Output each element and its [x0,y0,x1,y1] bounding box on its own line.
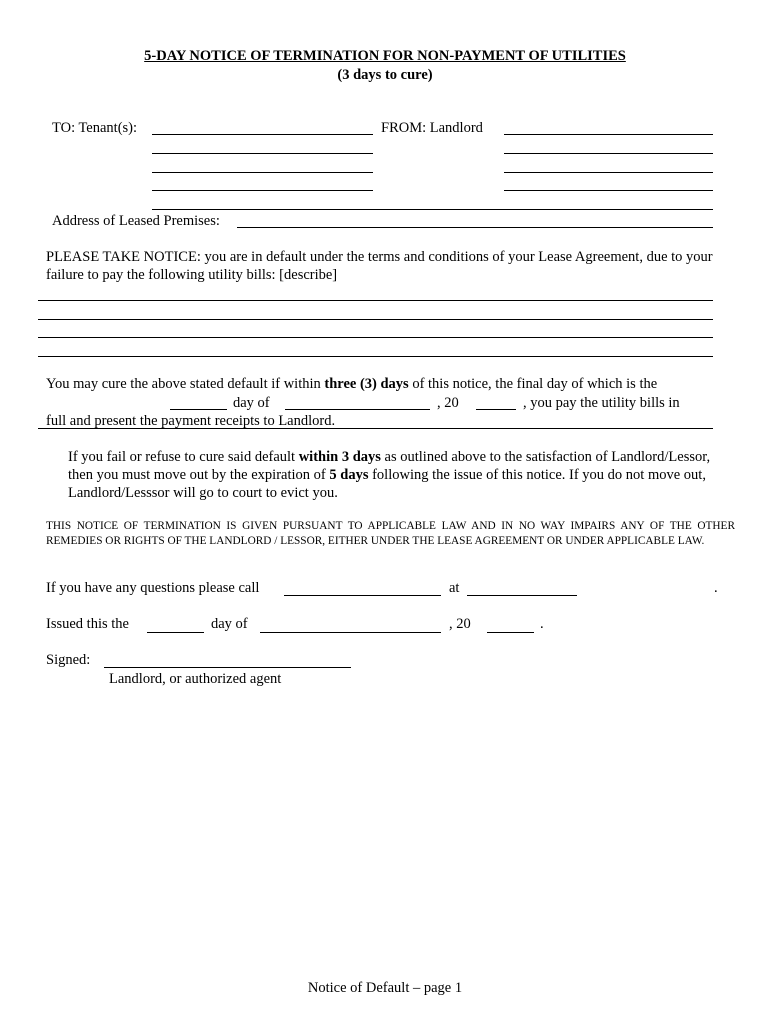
utility-bills-line-4[interactable] [38,356,713,357]
issued-day-field[interactable] [147,632,204,633]
tenant-name-field-4[interactable] [152,190,373,191]
landlord-name-field-3[interactable] [504,172,713,173]
tenant-name-field-1[interactable] [152,134,373,135]
issued-day-of-text: day of [211,616,248,632]
landlord-name-field-1[interactable] [504,134,713,135]
address-field[interactable] [237,227,713,228]
signed-label: Signed: [46,652,91,668]
cure-line-1: You may cure the above stated default if within three (3) days of this notice, the final day of which is the [46,376,658,392]
legal-disclaimer: THIS NOTICE OF TERMINATION IS GIVEN PURSUANT TO APPLICABLE LAW AND IN NO WAY IMPAIRS ANY OF THE OTHER REMEDIES OR RIGHTS OF THE LANDLORD / LESSOR, EITHER UNDER THE LEASE AGREEMENT OR UNDER APPLICABLE LAW. [46,520,735,547]
tenant-name-field-2[interactable] [152,153,373,154]
issued-label: Issued this the [46,616,129,632]
eviction-paragraph: If you fail or refuse to cure said default within 3 days as outlined above to the satisfaction of Landlord/Lessor, then you must move out by the expiration of 5 days following the issue of this notice. If you do not move out, Landlord/Lesssor will go to court to evict you. [68,449,711,501]
landlord-name-field-2[interactable] [504,153,713,154]
contact-name-field[interactable] [284,595,441,596]
cure-year-prefix: , 20 [437,395,459,411]
tenant-name-field-3[interactable] [152,172,373,173]
cure-month-field[interactable] [285,409,430,410]
cure-pay-text: , you pay the utility bills in [523,395,680,411]
questions-at-text: at [449,580,460,596]
to-tenant-label: TO: Tenant(s): [52,120,138,136]
questions-period: . [714,580,718,596]
cure-underline [38,428,713,429]
document-subtitle: (3 days to cure) [337,67,433,83]
questions-label: If you have any questions please call [46,580,260,596]
issued-year-field[interactable] [487,632,534,633]
utility-bills-line-3[interactable] [38,337,713,338]
contact-phone-field[interactable] [467,595,577,596]
from-landlord-label: FROM: Landlord [381,120,483,136]
notice-paragraph: PLEASE TAKE NOTICE: you are in default under the terms and conditions of your Lease Agreement, due to your failure to pay the following utility bills: [describe] [46,249,713,283]
cure-day-field[interactable] [170,409,227,410]
landlord-name-field-4[interactable] [504,190,713,191]
cure-line-3: full and present the payment receipts to Landlord. [46,413,336,429]
page-footer: Notice of Default – page 1 [307,980,463,996]
tenant-extra-line[interactable] [152,209,713,210]
document-title: 5-DAY NOTICE OF TERMINATION FOR NON-PAYMENT OF UTILITIES [144,48,626,64]
cure-day-of-text: day of [233,395,270,411]
signature-caption: Landlord, or authorized agent [109,671,282,687]
issued-period: . [540,616,544,632]
utility-bills-line-1[interactable] [38,300,713,301]
issued-month-field[interactable] [260,632,441,633]
utility-bills-line-2[interactable] [38,319,713,320]
issued-year-prefix: , 20 [449,616,471,632]
address-label: Address of Leased Premises: [52,213,220,229]
signature-field[interactable] [104,667,351,668]
cure-year-field[interactable] [476,409,516,410]
